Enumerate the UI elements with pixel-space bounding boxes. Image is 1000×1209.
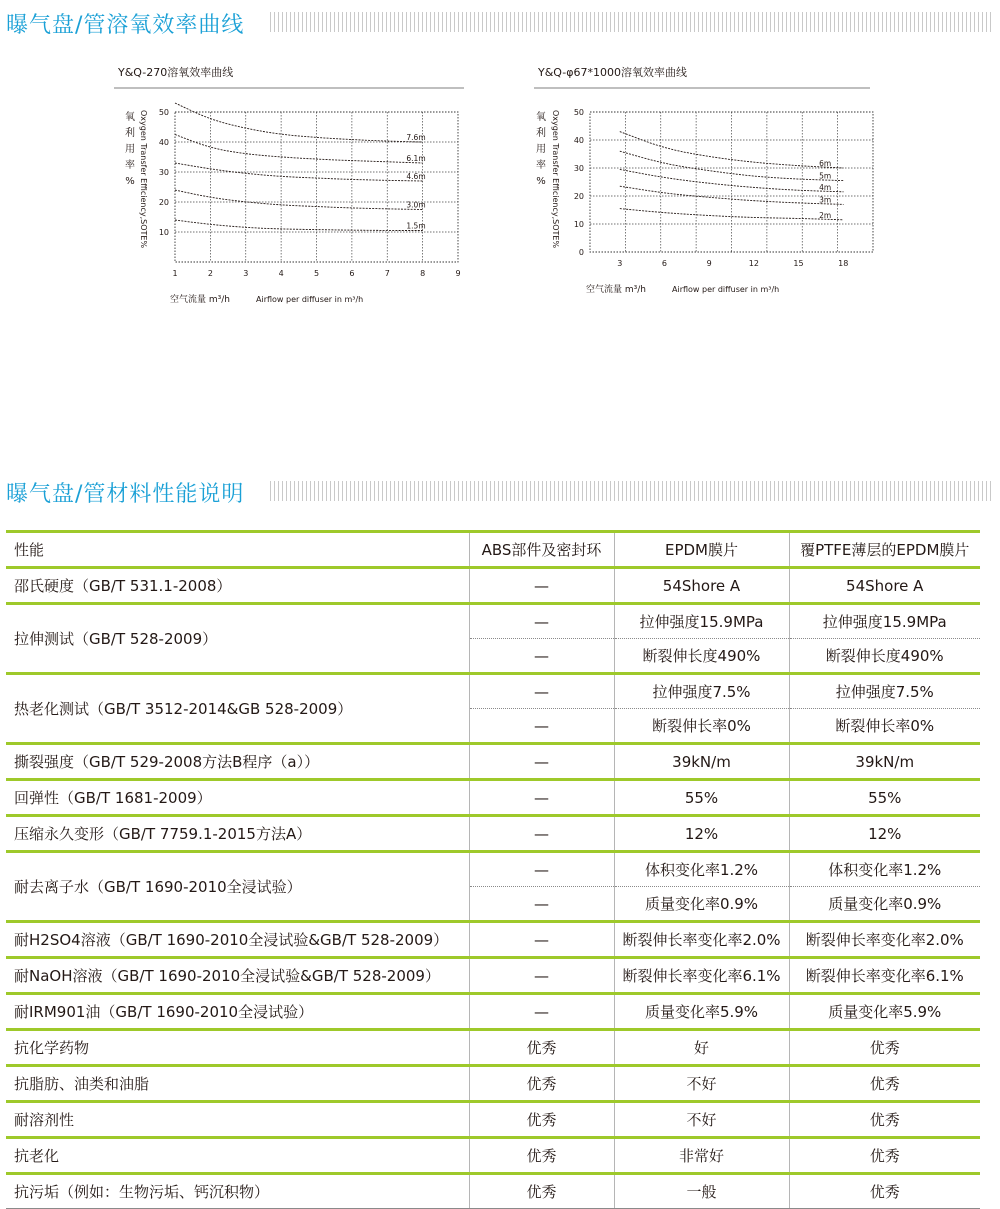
table-row [6, 1102, 980, 1138]
table-cell: — [469, 816, 614, 852]
table-cell: — [469, 780, 614, 816]
x-tick-label: 6 [349, 269, 355, 278]
table-header-cell: 覆PTFE薄层的EPDM膜片 [789, 532, 980, 568]
table-cell: 体积变化率1.2% [614, 852, 789, 887]
table-cell: — [469, 852, 614, 887]
chart-svg-phi67 [520, 62, 900, 312]
y-axis-label-cn: 用 [125, 144, 135, 155]
table-cell: 拉伸强度7.5% [614, 674, 789, 709]
x-tick-label: 8 [420, 269, 426, 278]
property-label: 耐H2SO4溶液（GB/T 1690-2010全浸试验&GB/T 528-2009） [6, 922, 469, 958]
series-curve [175, 190, 426, 210]
chart-title: Y&Q-φ67*1000溶氧效率曲线 [538, 66, 687, 79]
table-cell: — [469, 922, 614, 958]
x-tick-label: 3 [243, 269, 249, 278]
property-label: 耐NaOH溶液（GB/T 1690-2010全浸试验&GB/T 528-2009） [6, 958, 469, 994]
table-cell: — [469, 674, 614, 709]
table-cell: — [469, 639, 614, 674]
series-label: 6m [819, 159, 832, 168]
table-row [6, 958, 980, 994]
section-title-curves: 曝气盘/管溶氧效率曲线 [6, 13, 245, 38]
y-tick-label: 30 [573, 164, 584, 173]
x-axis-label-en: Airflow per diffuser in m³/h [256, 295, 364, 304]
table-cell: 优秀 [469, 1066, 614, 1102]
property-label: 耐IRM901油（GB/T 1690-2010全浸试验） [6, 994, 469, 1030]
series-label: 5m [819, 171, 832, 181]
table-cell: 39kN/m [789, 744, 980, 780]
table-row [6, 922, 980, 958]
table-header-cell: ABS部件及密封环 [469, 532, 614, 568]
table-cell: 12% [789, 816, 980, 852]
y-axis-label-cn: 用 [536, 144, 546, 155]
chart-svg-270 [100, 62, 480, 312]
x-tick-label: 15 [793, 259, 804, 268]
x-tick-label: 18 [838, 259, 849, 268]
table-header-row [6, 532, 980, 568]
x-tick-label: 9 [455, 269, 461, 278]
y-axis-label-cn: % [125, 176, 135, 187]
y-axis-label-cn: % [536, 176, 546, 187]
y-tick-label: 10 [158, 228, 169, 237]
x-tick-label: 1 [172, 269, 178, 278]
table-row [6, 1138, 980, 1174]
table-cell: — [469, 994, 614, 1030]
x-tick-label: 4 [278, 269, 284, 278]
property-label: 抗脂肪、油类和油脂 [6, 1066, 469, 1102]
table-cell: 优秀 [469, 1138, 614, 1174]
table-cell: 不好 [614, 1102, 789, 1138]
table-cell: 质量变化率5.9% [614, 994, 789, 1030]
series-label: 4m [819, 182, 832, 192]
table-cell: 55% [614, 780, 789, 816]
y-tick-label: 40 [573, 136, 584, 145]
table-cell: 54Shore A [789, 568, 980, 604]
series-curve [175, 103, 426, 142]
table-cell: 一般 [614, 1174, 789, 1209]
table-cell: 质量变化率0.9% [789, 887, 980, 922]
material-performance-table [6, 530, 980, 1209]
table-row [6, 852, 980, 887]
table-cell: 优秀 [789, 1066, 980, 1102]
table-cell: 质量变化率5.9% [789, 994, 980, 1030]
x-tick-label: 12 [748, 259, 759, 268]
table-cell: 质量变化率0.9% [614, 887, 789, 922]
title-hatch-decoration [270, 481, 992, 501]
y-tick-label: 40 [158, 138, 169, 147]
x-tick-label: 7 [384, 269, 390, 278]
table-cell: 断裂伸长率变化率6.1% [614, 958, 789, 994]
table-cell: 优秀 [469, 1174, 614, 1209]
chart-y-q-phi67 [520, 62, 900, 312]
table-cell: 优秀 [789, 1138, 980, 1174]
table-row [6, 744, 980, 780]
y-axis-label-en: Oxygen Transfer Efficiency,SOTE% [139, 110, 148, 249]
table-header-cell: EPDM膜片 [614, 532, 789, 568]
x-tick-label: 6 [661, 259, 668, 268]
y-tick-label: 30 [158, 168, 169, 177]
y-tick-label: 10 [573, 220, 584, 229]
property-label: 热老化测试（GB/T 3512-2014&GB 528-2009） [6, 674, 469, 744]
table-cell: — [469, 604, 614, 639]
y-axis-label-en: Oxygen Transfer Efficiency,SOTE% [551, 110, 560, 249]
series-curve [175, 220, 426, 231]
table-row [6, 816, 980, 852]
table-cell: 拉伸强度7.5% [789, 674, 980, 709]
table-cell: 断裂伸长度490% [614, 639, 789, 674]
table-row [6, 780, 980, 816]
table-cell: 优秀 [469, 1030, 614, 1066]
property-label: 耐去离子水（GB/T 1690-2010全浸试验） [6, 852, 469, 922]
y-axis-label-cn: 利 [536, 128, 546, 139]
table-cell: 拉伸强度15.9MPa [614, 604, 789, 639]
series-label: 3m [819, 195, 832, 205]
property-label: 撕裂强度（GB/T 529-2008方法B程序（a）） [6, 744, 469, 780]
series-label: 6.1m [406, 154, 426, 163]
table-cell: 断裂伸长率0% [614, 709, 789, 744]
table-cell: 断裂伸长率变化率6.1% [789, 958, 980, 994]
table-cell: 优秀 [789, 1174, 980, 1209]
y-tick-label: 50 [158, 108, 169, 117]
table-cell: 优秀 [789, 1030, 980, 1066]
table-cell: — [469, 887, 614, 922]
table-cell: 39kN/m [614, 744, 789, 780]
table-cell: 拉伸强度15.9MPa [789, 604, 980, 639]
table-cell: 断裂伸长度490% [789, 639, 980, 674]
series-label: 7.6m [406, 133, 426, 142]
property-label: 压缩永久变形（GB/T 7759.1-2015方法A） [6, 816, 469, 852]
x-tick-label: 3 [617, 259, 623, 268]
table-cell: 12% [614, 816, 789, 852]
table-cell: 54Shore A [614, 568, 789, 604]
y-tick-label: 20 [158, 198, 169, 207]
series-label: 1.5m [406, 221, 426, 231]
property-label: 抗老化 [6, 1138, 469, 1174]
table-cell: — [469, 709, 614, 744]
property-label: 抗化学药物 [6, 1030, 469, 1066]
series-curve [175, 133, 426, 164]
x-axis-label-en: Airflow per diffuser in m³/h [672, 285, 780, 294]
property-label: 耐溶剂性 [6, 1102, 469, 1138]
series-curve [620, 186, 843, 204]
title-hatch-decoration [270, 12, 992, 32]
x-tick-label: 9 [706, 259, 712, 268]
table-cell: 非常好 [614, 1138, 789, 1174]
table-cell: 断裂伸长率0% [789, 709, 980, 744]
chart-y-q-270 [100, 62, 480, 312]
table-cell: 不好 [614, 1066, 789, 1102]
series-label: 2m [819, 210, 832, 220]
property-label: 抗污垢（例如：生物污垢、钙沉积物） [6, 1174, 469, 1209]
y-axis-label-cn: 率 [536, 160, 546, 171]
table-row [6, 1030, 980, 1066]
y-tick-label: 20 [573, 192, 584, 201]
y-tick-label: 50 [573, 108, 584, 117]
table-cell: — [469, 744, 614, 780]
series-label: 3.0m [406, 200, 426, 210]
table-cell: 体积变化率1.2% [789, 852, 980, 887]
table-row [6, 568, 980, 604]
table-row [6, 604, 980, 639]
property-label: 拉伸测试（GB/T 528-2009） [6, 604, 469, 674]
property-label: 回弹性（GB/T 1681-2009） [6, 780, 469, 816]
table-cell: 优秀 [789, 1102, 980, 1138]
table-header-cell: 性能 [6, 532, 469, 568]
table-cell: 断裂伸长率变化率2.0% [789, 922, 980, 958]
table-cell: 55% [789, 780, 980, 816]
table-cell: 好 [614, 1030, 789, 1066]
x-axis-label-cn: 空气流量 m³/h [170, 295, 230, 305]
y-tick-label: 0 [578, 248, 584, 257]
y-axis-label-cn: 率 [125, 160, 135, 171]
table-row [6, 674, 980, 709]
series-label: 4.6m [406, 172, 426, 181]
y-axis-label-cn: 氧 [536, 112, 546, 123]
chart-title: Y&Q-270溶氧效率曲线 [118, 66, 234, 79]
table-cell: 优秀 [469, 1102, 614, 1138]
section-title-materials: 曝气盘/管材料性能说明 [6, 482, 245, 507]
x-tick-label: 2 [207, 269, 213, 278]
table-row [6, 994, 980, 1030]
table-row [6, 1174, 980, 1209]
table-cell: — [469, 568, 614, 604]
table-cell: 断裂伸长率变化率2.0% [614, 922, 789, 958]
property-label: 邵氏硬度（GB/T 531.1-2008） [6, 568, 469, 604]
table-row [6, 1066, 980, 1102]
table-cell: — [469, 958, 614, 994]
y-axis-label-cn: 利 [125, 128, 135, 139]
x-axis-label-cn: 空气流量 m³/h [586, 285, 646, 295]
y-axis-label-cn: 氧 [125, 112, 135, 123]
x-tick-label: 5 [313, 269, 320, 278]
